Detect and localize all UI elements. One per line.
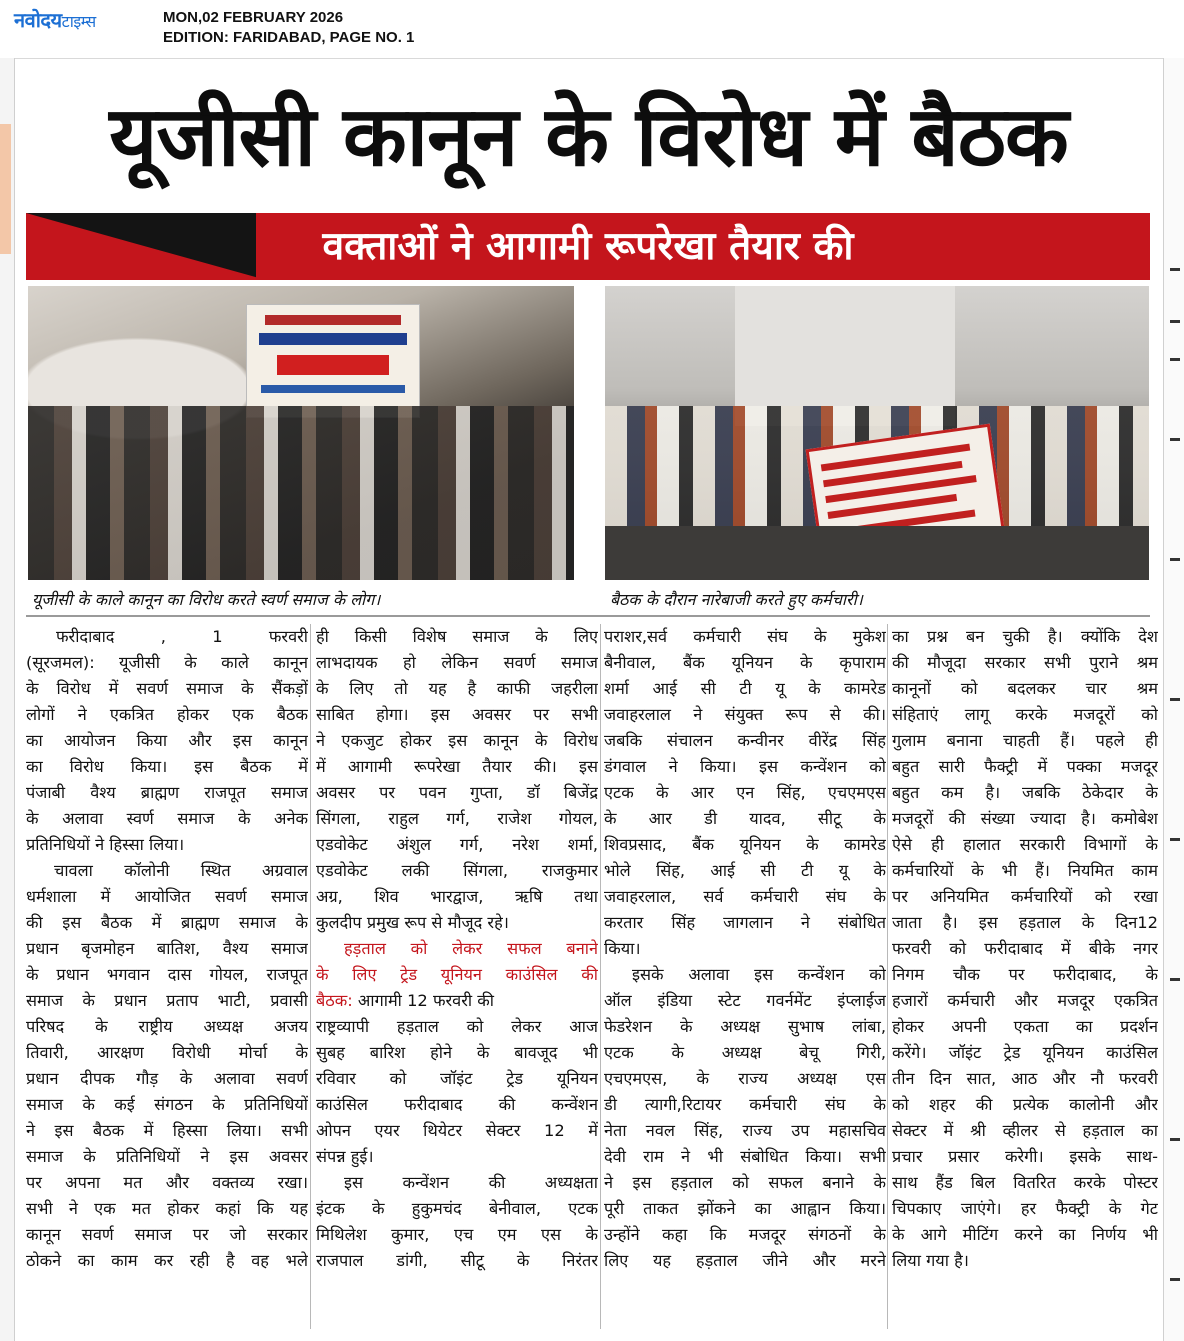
text-line: लिया गया है। [892, 1251, 969, 1270]
text-line: ने इस बैठक में हिस्सा लिया। सभी [26, 1121, 308, 1140]
text-line: सिंगला, राहुल गर्ग, राजेश गोयल, [316, 809, 598, 828]
text-line: के आगे मीटिंग करने का निर्णय भी [892, 1225, 1158, 1244]
subheadline: वक्ताओं ने आगामी रूपरेखा तैयार की [322, 224, 854, 269]
edition-info [163, 8, 414, 48]
edge-tick [1170, 698, 1180, 701]
text-line: प्रतिनिधियों ने हिस्सा लिया। [26, 835, 185, 854]
crowd [28, 406, 574, 580]
text-line: को शहर की प्रत्येक कालोनी और [892, 1095, 1158, 1114]
text-line: का आयोजन किया और इस कानून [26, 731, 308, 750]
text-line: पर अपना मत और वक्तव्य रखा। [26, 1173, 308, 1192]
text-line: प्रचार प्रसार करेगी। इसके साथ- [892, 1147, 1158, 1166]
edition-page: EDITION: FARIDABAD, PAGE NO. 1 [163, 29, 415, 46]
protest-banner [246, 304, 420, 418]
text-line: काउंसिल फरीदाबाद की कन्वेंशन [316, 1095, 598, 1114]
text-line: संपन्न हुई। [316, 1147, 374, 1166]
text-line: देवी राम ने भी संबोधित किया। सभी [604, 1147, 886, 1166]
text-line: पूरी ताकत झोंकने का आह्वान किया। [604, 1199, 886, 1218]
article-column-4 [892, 624, 1158, 1274]
text-line: के प्रधान भगवान दास गोयल, राजपूत [26, 965, 308, 984]
text-line: की इस बैठक में ब्राह्मण समाज के [26, 913, 308, 932]
text-line: की मौजूदा सरकार सभी पुराने श्रम [892, 653, 1158, 672]
edge-tick [1170, 438, 1180, 441]
edge-tick [1170, 838, 1180, 841]
subhead-lead: बैठक: [316, 991, 353, 1010]
text-line: के अलावा स्वर्ण समाज के अनेक [26, 809, 308, 828]
text-line: तीन दिन सात, आठ और नौ फरवरी [892, 1069, 1158, 1088]
text-line: राजपाल डांगी, सीटू के निरंतर [316, 1251, 598, 1270]
road [605, 526, 1149, 580]
text-line: का विरोध किया। इस बैठक में [26, 757, 308, 776]
text-line: कानूनों को बदलकर चार श्रम [892, 679, 1158, 698]
text-line: रविवार को जॉइंट ट्रेड यूनियन [316, 1069, 598, 1088]
text-line: के विरोध में सवर्ण समाज के सैंकड़ों [26, 679, 308, 698]
text-line: कानून सवर्ण समाज पर जो सरकार [26, 1225, 308, 1244]
text-line: धर्मशाला में आयोजित सवर्ण समाज [26, 887, 308, 906]
text-line: राष्ट्रव्यापी हड़ताल को लेकर आज [316, 1017, 598, 1036]
text-line: बैनीवाल, बैंक यूनियन के कृपाराम [604, 653, 886, 672]
text-line: फरीदाबाद , 1 फरवरी [56, 627, 308, 646]
subhead-line: हड़ताल को लेकर सफल बनाने [344, 939, 598, 958]
text-line: जाता है। इस हड़ताल के दिन12 [892, 913, 1158, 932]
logo-main: नवोदय [14, 8, 62, 32]
text-line: नेता नवल सिंह, राज्य उप महासचिव [604, 1121, 886, 1140]
text-line: समाज के प्रधान प्रताप भाटी, प्रवासी [26, 991, 308, 1010]
subheadline-band [26, 213, 1150, 280]
text-line: करेंगे। जॉइंट ट्रेड यूनियन काउंसिल [892, 1043, 1158, 1062]
text-line: अग्र, शिव भारद्वाज, ऋषि तथा [316, 887, 598, 906]
headline: यूजीसी कानून के विरोध में बैठक [109, 88, 1068, 185]
text-line: साबित होगा। इस अवसर पर सभी [316, 705, 598, 724]
text-line: लाभदायक हो लेकिन सवर्ण समाज [316, 653, 598, 672]
edge-tick [1170, 358, 1180, 361]
right-page-edge [1163, 58, 1184, 1341]
text-line: ऑल इंडिया स्टेट गवर्नमेंट इंप्लाईज [604, 991, 886, 1010]
text-line: (सूरजमल): यूजीसी के काले कानून [26, 653, 308, 672]
text-line: एटक के आर एन सिंह, एचएमएस [604, 783, 886, 802]
text-line: कर्मचारियों के भी हैं। नियमित काम [892, 861, 1158, 880]
text-line: शिवप्रसाद, बैंक यूनियन के कामरेड [604, 835, 886, 854]
text-line: समाज के प्रतिनिधियों ने इस अवसर [26, 1147, 308, 1166]
text-line: इसके अलावा इस कन्वेंशन को [632, 965, 886, 984]
text-line: एडवोकेट अंशुल गर्ग, नरेश शर्मा, [316, 835, 598, 854]
text-line: मजदूरों की संख्या ज्यादा है। कमोबेश [892, 809, 1158, 828]
photo-caption-left: यूजीसी के काले कानून का विरोध करते स्वर्ण समाज के लोग। [32, 590, 381, 609]
text-line: डंगवाल ने किया। इस कन्वेंशन को [604, 757, 886, 776]
text-line: इस कन्वेंशन की अध्यक्षता [344, 1173, 598, 1192]
article-column-2 [316, 624, 598, 1274]
text-line: ओपन एयर थियेटर सेक्टर 12 में [316, 1121, 598, 1140]
article-column-1 [26, 624, 308, 1274]
column-rule [600, 624, 601, 1329]
text-line: पर अनियमित कर्मचारियों को रखा [892, 887, 1158, 906]
text-line: होकर अपनी एकता का प्रदर्शन [892, 1017, 1158, 1036]
text-line [316, 988, 598, 1014]
text-line: प्रधान बृजमोहन बातिश, वैश्य समाज [26, 939, 308, 958]
banner-stripe [259, 333, 407, 345]
text-line: निगम चौक पर फरीदाबाद, के [892, 965, 1158, 984]
edition-date: MON,02 FEBRUARY 2026 [163, 9, 344, 26]
text-line: के लिए तो यह है काफी जहरीला [316, 679, 598, 698]
text-line: भोले सिंह, आई सी टी यू के [604, 861, 886, 880]
text-line: पंजाबी वैश्य ब्राह्मण राजपूत समाज [26, 783, 308, 802]
photo-caption-right: बैठक के दौरान नारेबाजी करते हुए कर्मचारी। [610, 590, 863, 609]
edge-tick [1170, 320, 1180, 323]
newspaper-logo[interactable] [14, 6, 96, 33]
text-line: इंटक के हुकुमचंद बेनीवाल, एटक [316, 1199, 598, 1218]
banner-stripe [277, 355, 389, 375]
text-line: सेक्टर में श्री व्हीलर से हड़ताल का [892, 1121, 1158, 1140]
photo-workers-slogans[interactable] [605, 286, 1149, 580]
text-line: मिथिलेश कुमार, एच एम एस के [316, 1225, 598, 1244]
edge-tick [1170, 978, 1180, 981]
text-fragment: आगामी 12 फरवरी की [352, 991, 495, 1010]
text-line: पराशर,सर्व कर्मचारी संघ के मुकेश [604, 627, 886, 646]
banner-stripe [261, 385, 405, 393]
text-line: संहिताएं लागू करके मजदूरों को [892, 705, 1158, 724]
text-line: ठोकने का काम कर रही है वह भले [26, 1251, 308, 1270]
banner-stripe [265, 315, 401, 325]
caption-divider [26, 615, 1150, 617]
edge-tick [1170, 1138, 1180, 1141]
text-line: प्रधान दीपक गौड़ के अलावा सवर्ण [26, 1069, 308, 1088]
text-line: शर्मा आई सी टी यू के कामरेड [604, 679, 886, 698]
building-wall [735, 286, 955, 426]
text-line: में आगामी रूपरेखा तैयार की। इस [316, 757, 598, 776]
column-rule [887, 624, 888, 1329]
text-line: सुबह बारिश होने के बावजूद भी [316, 1043, 598, 1062]
text-line: सभी ने एक मत होकर कहां कि यह [26, 1199, 308, 1218]
text-line: लिए यह हड़ताल जीने और मरने [604, 1251, 886, 1270]
edge-tick [1170, 558, 1180, 561]
text-line: अवसर पर पवन गुप्ता, डॉ बिजेंद्र [316, 783, 598, 802]
text-line: फेडरेशन के अध्यक्ष सुभाष लांबा, [604, 1017, 886, 1036]
text-line: का प्रश्न बन चुकी है। क्योंकि देश [892, 627, 1158, 646]
text-line: लोगों ने एकत्रित होकर एक बैठक [26, 705, 308, 724]
text-line: जवाहरलाल ने संयुक्त रूप से की। [604, 705, 886, 724]
text-line: फरवरी को फरीदाबाद में बीके नगर [892, 939, 1158, 958]
left-page-edge [0, 58, 15, 1341]
text-line: जवाहरलाल, सर्व कर्मचारी संघ के [604, 887, 886, 906]
text-line: एचएमएस, के राज्य अध्यक्ष एस [604, 1069, 886, 1088]
photo-ugc-protest[interactable] [28, 286, 574, 580]
text-line: उन्होंने कहा कि मजदूर संगठनों के [604, 1225, 886, 1244]
column-rule [310, 624, 311, 1329]
logo-sub: टाइम्स [61, 12, 96, 31]
text-line: बहुत सारी फैक्ट्री में पक्का मजदूर [892, 757, 1158, 776]
masthead-bar [0, 0, 1184, 59]
text-line: ऐसे ही हालात सरकारी विभागों के [892, 835, 1158, 854]
text-line: तिवारी, आरक्षण विरोधी मोर्चा के [26, 1043, 308, 1062]
text-line: बहुत कम है। जबकि ठेकेदार के [892, 783, 1158, 802]
text-line: समाज के कई संगठन के प्रतिनिधियों [26, 1095, 308, 1114]
text-line: चिपकाए जाएंगे। हर फैक्ट्री के गेट [892, 1199, 1158, 1218]
text-line: ही किसी विशेष समाज के लिए [316, 627, 598, 646]
article-column-3 [604, 624, 886, 1274]
edge-tick [1170, 1278, 1180, 1281]
edge-tick [1170, 268, 1180, 271]
text-line: कुलदीप प्रमुख रूप से मौजूद रहे। [316, 913, 509, 932]
text-line: ने इस हड़ताल को सफल बनाने के [604, 1173, 886, 1192]
text-line: एटक के अध्यक्ष बेचू गिरी, [604, 1043, 886, 1062]
band-red-right [906, 213, 1150, 280]
text-line: जबकि संचालन कन्वीनर वीरेंद्र सिंह [604, 731, 886, 750]
left-edge-mark [0, 124, 11, 254]
text-line: के आर डी यादव, सीटू के [604, 809, 886, 828]
text-line: गुलाम बनाना चाहती हैं। पहले ही [892, 731, 1158, 750]
text-line: किया। [604, 939, 641, 958]
text-line: चावला कॉलोनी स्थित अग्रवाल [54, 861, 308, 880]
text-line: परिषद के राष्ट्रीय अध्यक्ष अजय [26, 1017, 308, 1036]
text-line: डी त्यागी,रिटायर कर्मचारी संघ के [604, 1095, 886, 1114]
text-line: साथ हैंड बिल वितरित करके पोस्टर [892, 1173, 1158, 1192]
subhead-line: के लिए ट्रेड यूनियन काउंसिल की [316, 965, 598, 984]
text-line: करतार सिंह जागलान ने संबोधित [604, 913, 886, 932]
text-line: हजारों कर्मचारी और मजदूर एकत्रित [892, 991, 1158, 1010]
text-line: ने एकजुट होकर इस कानून के विरोध [316, 731, 598, 750]
text-line: एडवोकेट लकी सिंगला, राजकुमार [316, 861, 598, 880]
